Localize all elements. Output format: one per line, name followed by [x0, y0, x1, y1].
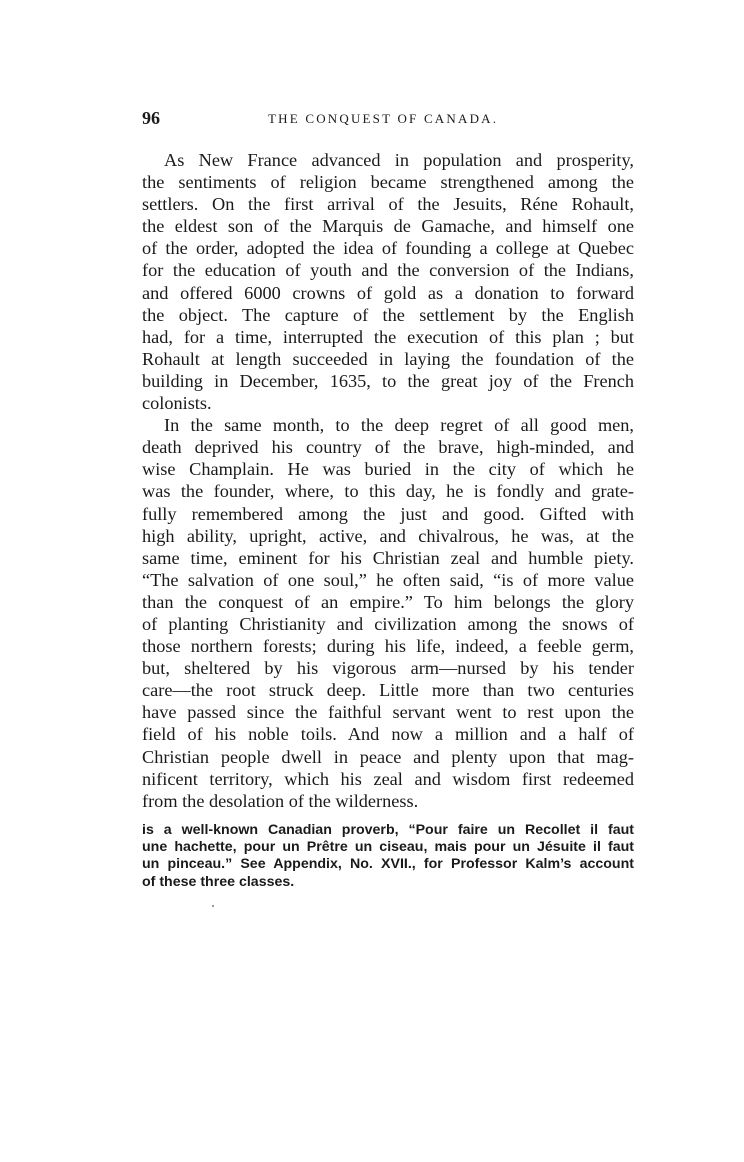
text-line: same time, eminent for his Christian zeal and humble piety.	[142, 547, 634, 568]
text-line: the object. The capture of the settlement by the English	[142, 304, 634, 325]
text-line: the sentiments of religion became strengthened among the	[142, 172, 634, 193]
body-text	[142, 149, 634, 812]
footnote-line: un pinceau.” See Appendix, No. XVII., for Professor Kalm’s account	[142, 856, 634, 873]
footnote	[142, 822, 634, 891]
page-number: 96	[142, 108, 160, 128]
text-line: In the same month, to the deep regret of all good men,	[164, 415, 634, 436]
text-line: Rohault at length succeeded in laying the foundation of the	[142, 348, 634, 369]
text-line: those northern forests; during his life, indeed, a feeble germ,	[142, 636, 634, 657]
text-line: than the conquest of an empire.” To him belongs the glory	[142, 591, 634, 612]
print-speck	[212, 905, 214, 907]
text-line: Christian people dwell in peace and plenty upon that mag-	[142, 746, 634, 767]
text-line: high ability, upright, active, and chivalrous, he was, at the	[142, 525, 634, 546]
text-line: but, sheltered by his vigorous arm—nursed by his tender	[142, 658, 634, 679]
text-line: field of his noble toils. And now a million and a half of	[142, 724, 634, 745]
text-line: of the order, adopted the idea of founding a college at Quebec	[142, 238, 634, 259]
text-line: for the education of youth and the conversion of the Indians,	[142, 260, 634, 281]
footnote-line: is a well-known Canadian proverb, “Pour faire un Recollet il faut	[142, 822, 634, 838]
text-line: building in December, 1635, to the great joy of the French	[142, 370, 634, 391]
text-line: care—the root struck deep. Little more than two centuries	[142, 680, 634, 701]
text-line: As New France advanced in population and prosperity,	[164, 150, 634, 170]
text-line: fully remembered among the just and good. Gifted with	[142, 503, 634, 524]
footnote-line: une hachette, pour un Prêtre un ciseau, mais pour un Jésuite il faut	[142, 839, 634, 856]
footnote-line: of these three classes.	[142, 873, 295, 890]
text-line: of planting Christianity and civilization among the snows of	[142, 613, 634, 634]
text-line: from the desolation of the wilderness.	[142, 790, 419, 811]
text-line: settlers. On the first arrival of the Jesuits, Réne Rohault,	[142, 194, 634, 215]
text-line: the eldest son of the Marquis de Gamache, and himself one	[142, 216, 634, 237]
text-line: “The salvation of one soul,” he often said, “is of more value	[142, 569, 634, 590]
text-line: was the founder, where, to this day, he is fondly and grate-	[142, 481, 634, 502]
text-line: wise Champlain. He was buried in the city of which he	[142, 459, 634, 480]
text-line: have passed since the faithful servant went to rest upon the	[142, 702, 634, 723]
text-line: had, for a time, interrupted the execution of this plan ; but	[142, 326, 634, 347]
text-line: colonists.	[142, 393, 212, 414]
running-head: THE CONQUEST OF CANADA.	[268, 111, 499, 126]
text-line: and offered 6000 crowns of gold as a donation to forward	[142, 282, 634, 303]
text-line: nificent territory, which his zeal and wisdom first redeemed	[142, 768, 634, 789]
text-line: death deprived his country of the brave, high-minded, and	[142, 437, 634, 458]
